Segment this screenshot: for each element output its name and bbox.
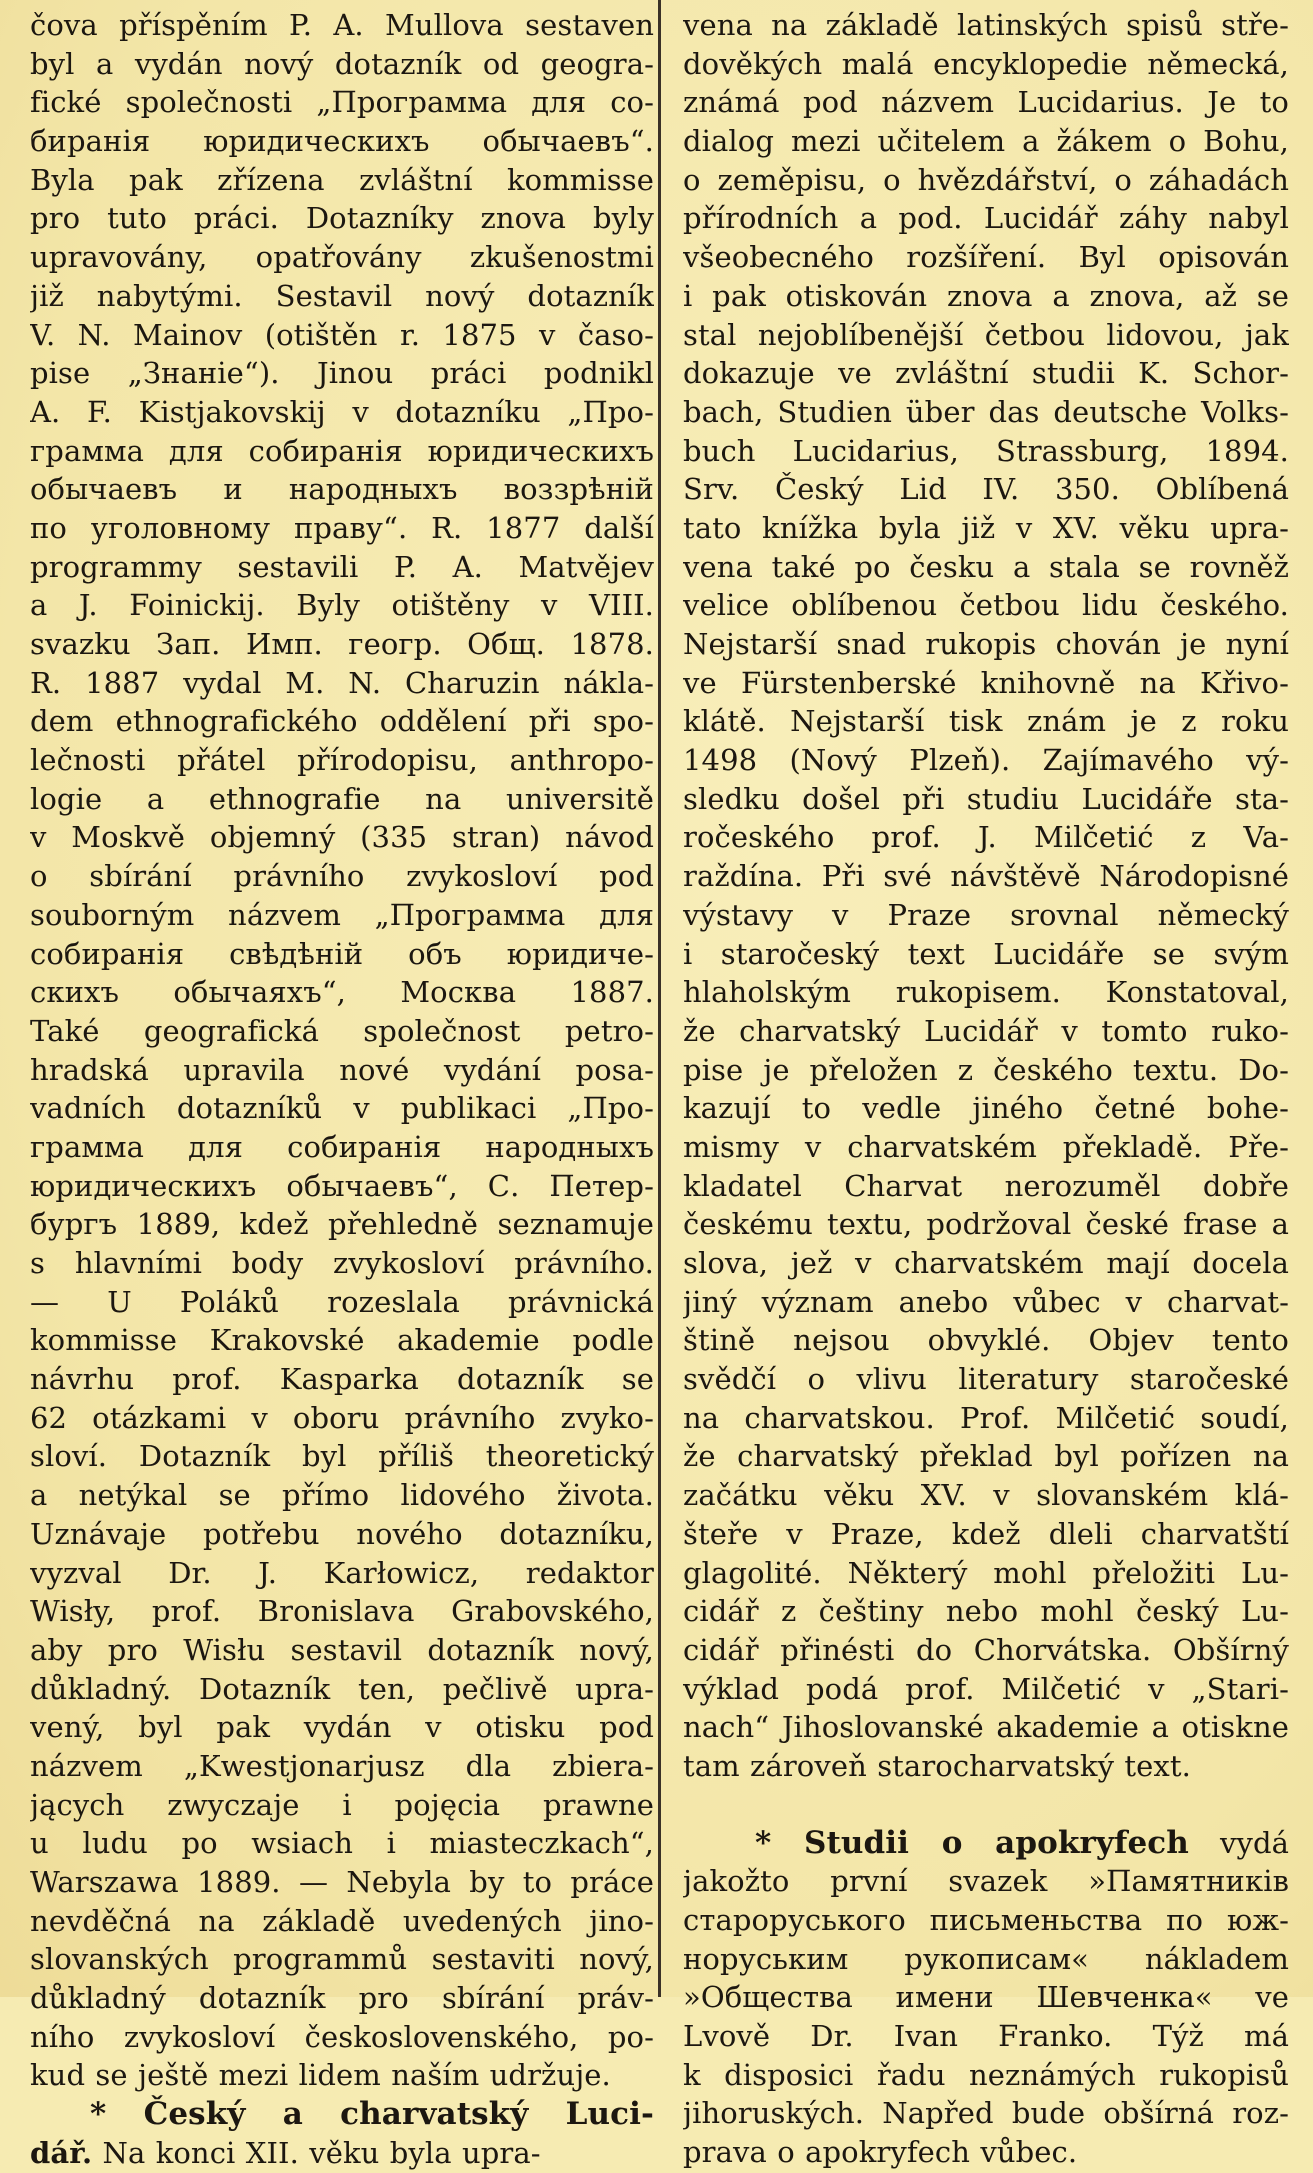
left-column-line: kud se ještě mezi lidem naším udržuje.: [30, 2058, 611, 2093]
right-column-line: kazují to vedle jiného četné bohe-: [683, 1091, 1289, 1126]
left-column-line: ního zvykosloví československého, po-: [30, 2019, 654, 2054]
left-column-line: kommisse Krakovské akademie podle: [30, 1323, 654, 1358]
left-column-line: скихъ обычаяхъ“, Москва 1887.: [30, 975, 654, 1010]
article-heading-apokryfy: [683, 1824, 1289, 1863]
right-column-line: všeobecného rozšíření. Byl opisován: [683, 240, 1289, 275]
right-column-line: ročeského prof. J. Milčetić z Va-: [683, 820, 1289, 855]
right-column-line: ve Fürstenberské knihovně na Křivo-: [683, 665, 1289, 700]
heading-continuation: dář.: [30, 2135, 93, 2170]
left-column-line: vený, byl pak vydán v otisku pod: [30, 1710, 654, 1745]
right-column-line: Nejstarší snad rukopis chován je nyní: [683, 627, 1289, 661]
left-column-line: upravovány, opatřovány zkušenostmi: [30, 240, 654, 275]
right-column-line: dověkých malá encyklopedie německá,: [683, 46, 1289, 81]
right-column-line: šteře v Praze, kdež dleli charvatští: [683, 1516, 1289, 1551]
right-column-line: Srv. Český Lid IV. 350. Oblíbená: [683, 472, 1289, 507]
left-column-line: a J. Foinickij. Byly otištěny v VIII.: [30, 588, 654, 623]
apokryfy-line: »Общества имени Шевченка« ve: [683, 1980, 1289, 2015]
left-column-line: R. 1887 vydal M. N. Charuzin nákla-: [30, 665, 654, 700]
right-column-line: mismy v charvatském překladě. Pře-: [683, 1129, 1289, 1164]
apokryfy-heading-bold: * Studii o apokryfech: [755, 1824, 1189, 1861]
left-column-line: dem ethnografického oddělení při spo-: [30, 704, 654, 739]
right-column-line: stal nejoblíbenější četbou lidovou, jak: [683, 317, 1289, 352]
left-column-line: обычаевъ и народныхъ воззрѣній: [30, 472, 654, 507]
left-column-line: 62 otázkami v oboru právního zvyko-: [30, 1400, 654, 1435]
right-column-line: dialog mezi učitelem a žákem o Bohu,: [683, 124, 1289, 159]
right-column-line: výstavy v Praze srovnal německý: [683, 897, 1289, 932]
left-column-line: návrhu prof. Kasparka dotazník se: [30, 1362, 654, 1397]
left-column-line: důkladný. Dotazník ten, pečlivě upra-: [30, 1671, 654, 1706]
left-column: [30, 6, 654, 2173]
left-column-line: Také geografická společnost petro-: [30, 1013, 654, 1048]
left-column-line: — U Poláků rozeslala právnická: [30, 1284, 654, 1319]
right-column-line: začátku věku XV. v slovanském klá-: [683, 1478, 1289, 1513]
apokryfy-line: prava o apokryfech vůbec.: [683, 2135, 1078, 2170]
right-column-line: vena také po česku a stala se rovněž: [683, 549, 1289, 584]
left-column-line: по уголовному праву“. R. 1877 další: [30, 510, 654, 545]
right-column-line: přírodních a pod. Lucidář záhy nabyl: [683, 201, 1289, 236]
right-column-line: tam zároveň starocharvatský text.: [683, 1748, 1191, 1783]
right-column-line: buch Lucidarius, Strassburg, 1894.: [683, 433, 1289, 468]
left-column-line: sloví. Dotazník byl příliš theoretický: [30, 1439, 654, 1474]
right-column-line: slova, jež v charvatském mají docela: [683, 1246, 1289, 1280]
left-column-line: v Moskvě objemný (335 stran) návod: [30, 820, 654, 855]
right-column-line: svědčí o vlivu literatury staročeské: [683, 1362, 1289, 1397]
left-column-line: бургъ 1889, kdež přehledně seznamuje: [30, 1207, 654, 1242]
left-column-line: slovanských programmů sestaviti nový,: [30, 1942, 654, 1977]
left-column-line: nevděčná na základě uvedených jino-: [30, 1903, 654, 1938]
apokryfy-line: k disposici řadu neznámých rukopisů: [683, 2057, 1289, 2092]
left-column-line: Warszawa 1889. — Nebyla by to práce: [30, 1865, 654, 1899]
right-column-line: cidář přinésti do Chorvátska. Obšírný: [683, 1632, 1289, 1667]
apokryfy-line: норуським рукописам« nákladem: [683, 1941, 1289, 1976]
right-column-line: i staročeský text Lucidáře se svým: [683, 936, 1289, 971]
left-column-line: aby pro Wisłu sestavil dotazník nový,: [30, 1632, 654, 1667]
left-column-line: Uznávaje potřebu nového dotazníku,: [30, 1516, 654, 1551]
right-column-line: českému textu, podržoval české frase a: [683, 1207, 1289, 1242]
left-column-line: pise „Знаніе“). Jinou práci podnikl: [30, 356, 654, 391]
left-column-line: fické společnosti „Программа для со-: [30, 85, 654, 120]
right-column-line: glagolité. Některý mohl přeložiti Lu-: [683, 1555, 1289, 1590]
right-column-line: že charvatský překlad byl pořízen na: [683, 1439, 1289, 1474]
right-column-line: hlaholským rukopisem. Konstatoval,: [683, 975, 1289, 1010]
left-column-line: logie a ethnografie na universitě: [30, 781, 654, 816]
right-column-line: známá pod názvem Lucidarius. Je to: [683, 85, 1289, 120]
left-column-line: souborným názvem „Программа для: [30, 897, 654, 932]
apokryfy-line: jihoruských. Napřed bude obšírná roz-: [683, 2096, 1289, 2131]
right-column: [683, 6, 1289, 2172]
left-column-line: názvem „Kwestjonarjusz dla zbiera-: [30, 1748, 654, 1783]
right-column-line: bach, Studien über das deutsche Volks-: [683, 394, 1289, 429]
left-column-line: hradská upravila nové vydání posa-: [30, 1052, 654, 1087]
left-column-line: pro tuto práci. Dotazníky znova byly: [30, 201, 654, 236]
right-column-line: klátě. Nejstarší tisk znám je z roku: [683, 704, 1289, 739]
left-column-line: o sbírání právního zvykosloví pod: [30, 859, 654, 894]
left-column-line: Wisły, prof. Bronislava Grabovského,: [30, 1594, 654, 1629]
right-column-body: [683, 6, 1289, 1786]
left-column-line: jących zwyczaje i pojęcia prawne: [30, 1787, 654, 1822]
left-column-line: již nabytými. Sestavil nový dotazník: [30, 278, 654, 313]
left-column-line: čova příspěním P. A. Mullova sestaven: [30, 8, 654, 42]
left-column-body: [30, 6, 654, 2095]
left-column-line: lečnosti přátel přírodopisu, anthropo-: [30, 743, 654, 778]
left-column-line: биранія юридическихъ обычаевъ“.: [30, 124, 654, 159]
right-column-line: sledku došel při studiu Lucidáře sta-: [683, 781, 1289, 816]
left-column-line: svazku Зап. Имп. геогр. Общ. 1878.: [30, 627, 654, 661]
left-column-line: důkladný dotazník pro sbírání práv-: [30, 1981, 654, 2016]
right-column-line: štině nejsou obvyklé. Objev tento: [683, 1323, 1289, 1358]
right-column-line: raždína. Při své návštěvě Národopisné: [683, 859, 1289, 894]
left-column-line: V. N. Mainov (otištěn r. 1875 v časo-: [30, 317, 654, 352]
article-heading-lucidar: * Český a charvatský Luci-: [90, 2096, 654, 2133]
apokryfy-line: староруського письменьства по юж-: [683, 1903, 1289, 1937]
right-column-line: kladatel Charvat nerozuměl dobře: [683, 1168, 1289, 1203]
right-column-line: výklad podá prof. Milčetić v „Stari-: [683, 1671, 1289, 1706]
apokryfy-line: jakožto první svazek »Памятників: [683, 1864, 1289, 1899]
right-column-line: velice oblíbenou četbou lidu českého.: [683, 588, 1289, 623]
left-column-line: byl a vydán nový dotazník od geogra-: [30, 46, 654, 81]
left-column-line: s hlavními body zvykosloví právního.: [30, 1246, 654, 1280]
right-column-line: cidář z češtiny nebo mohl český Lu-: [683, 1594, 1289, 1629]
left-column-line: Byla pak zřízena zvláštní kommisse: [30, 162, 654, 197]
apokryfy-body: [683, 1862, 1289, 2172]
right-column-line: dokazuje ve zvláštní studii K. Schor-: [683, 356, 1289, 391]
right-column-line: o zeměpisu, o hvězdářství, o záhadách: [683, 162, 1289, 197]
right-column-line: že charvatský Lucidář v tomto ruko-: [683, 1013, 1289, 1048]
right-column-line: na charvatskou. Prof. Milčetić soudí,: [683, 1400, 1289, 1435]
column-divider: [658, 0, 661, 1997]
right-column-line: tato knížka byla již v XV. věku upra-: [683, 510, 1289, 545]
right-column-line: pise je přeložen z českého textu. Do-: [683, 1052, 1289, 1087]
left-column-line: грамма для собиранія юридическихъ: [30, 433, 654, 468]
left-column-line: programmy sestavili P. A. Matvějev: [30, 549, 654, 584]
left-column-line: грамма для собиранія народныхъ: [30, 1129, 654, 1164]
left-column-line: юридическихъ обычаевъ“, С. Петер-: [30, 1168, 654, 1203]
section-gap: [683, 1786, 1289, 1824]
article-lucidar-first-line: [30, 2134, 654, 2173]
apokryfy-heading-rest: vydá: [1188, 1825, 1289, 1860]
left-column-line: a netýkal se přímo lidového života.: [30, 1478, 654, 1513]
left-column-line: vadních dotazníků v publikaci „Про-: [30, 1091, 654, 1126]
left-column-line: собиранія свѣдѣній объ юридиче-: [30, 936, 654, 971]
right-column-line: jiný význam anebo vůbec v charvat-: [683, 1284, 1289, 1319]
right-column-line: 1498 (Nový Plzeň). Zajímavého vý-: [683, 743, 1289, 778]
right-column-line: i pak otiskován znova a znova, až se: [683, 278, 1289, 313]
left-column-line: vyzval Dr. J. Karłowicz, redaktor: [30, 1555, 654, 1590]
left-column-line: u ludu po wsiach i miasteczkach“,: [30, 1826, 654, 1861]
left-column-line: A. F. Kistjakovskij v dotazníku „Про-: [30, 394, 654, 429]
apokryfy-line: Lvově Dr. Ivan Franko. Týž má: [683, 2019, 1289, 2054]
right-column-line: vena na základě latinských spisů stře-: [683, 8, 1289, 42]
first-line-text: Na konci XII. věku byla upra-: [92, 2135, 541, 2170]
right-column-line: nach“ Jihoslovanské akademie a otiskne: [683, 1710, 1289, 1745]
